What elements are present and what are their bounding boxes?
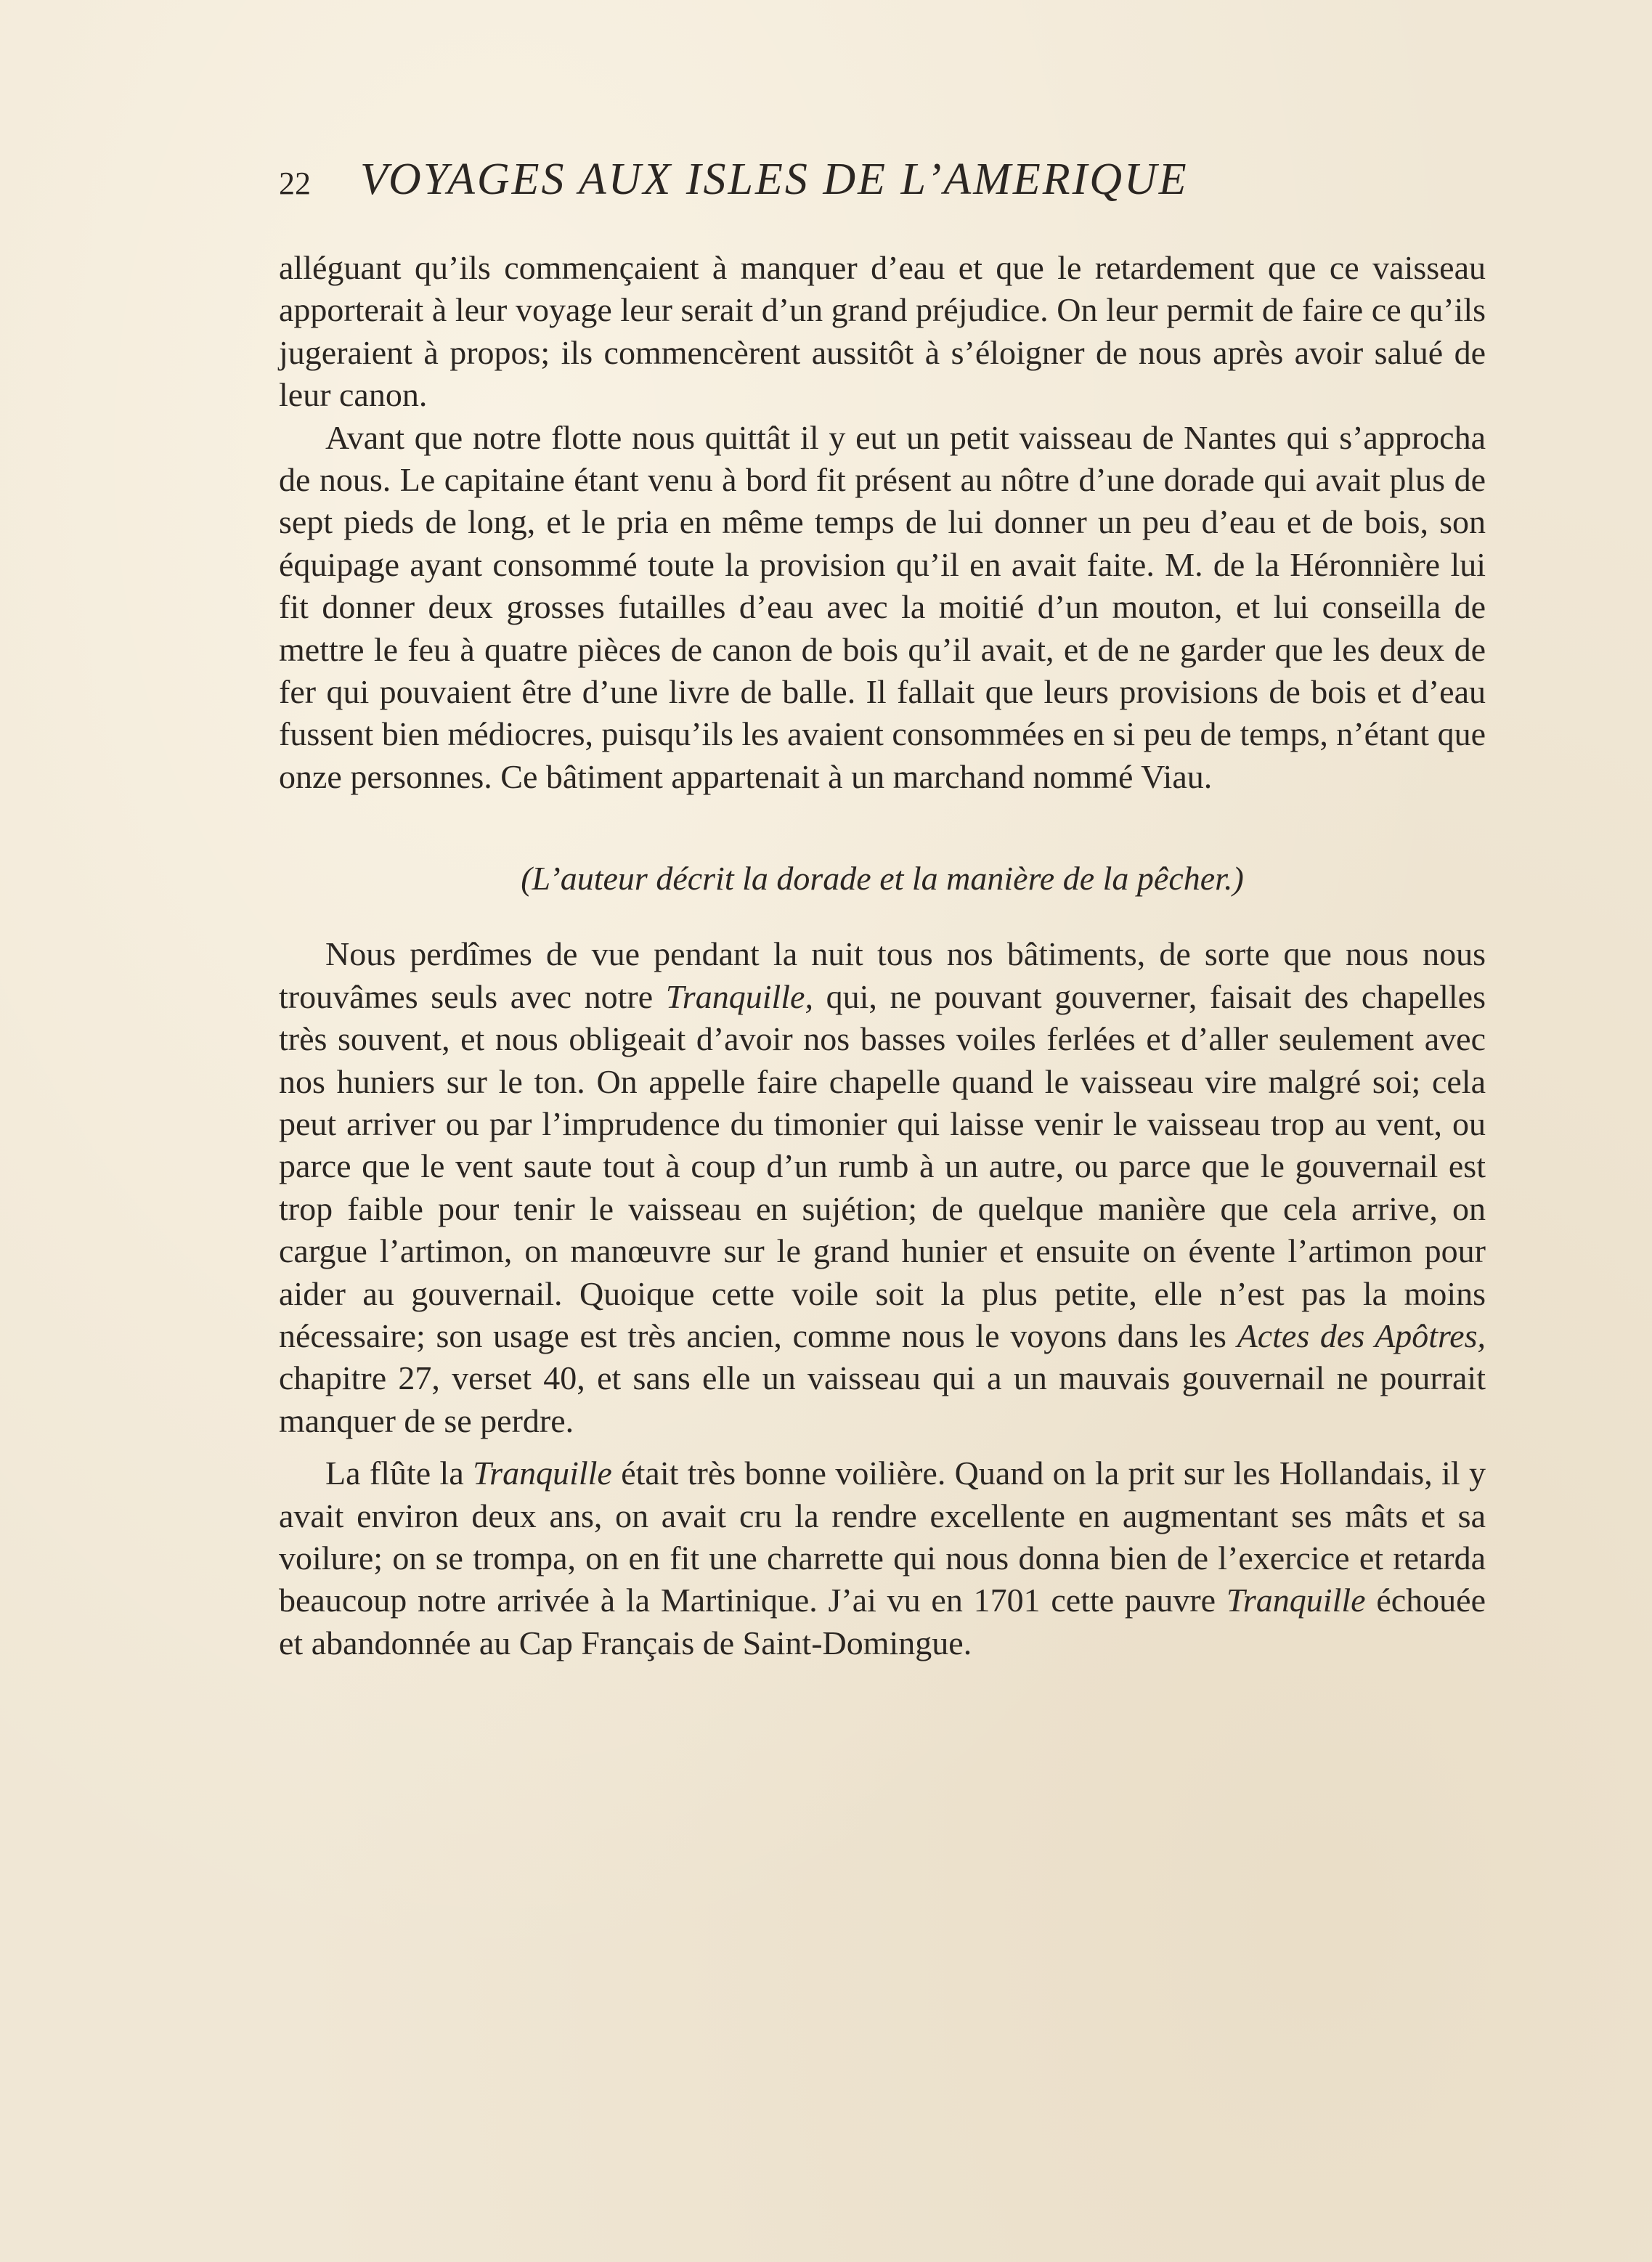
ship-name-italic: Tranquille [473, 1455, 612, 1492]
page-number: 22 [279, 166, 311, 201]
ship-name-italic: Tranquille [1226, 1582, 1366, 1619]
body-text [279, 247, 1486, 1664]
paragraph-4-text-c: échouée et abandonnée au Cap Français de Saint-Domingue. [279, 1582, 1486, 1661]
paragraph-4 [279, 1452, 1486, 1664]
paragraph-3 [279, 933, 1486, 1442]
paragraph-1: alléguant qu’ils commençaient à manquer d’eau et que le retardement que ce vaisseau apporterait à leur voyage leur serait d’un grand préjudice. On leur permit de faire ce qu’ils jugeraient à propos; ils commencèrent aussitôt à s’éloigner de nous après avoir salué de leur canon. [279, 249, 1486, 414]
section-subheading: (L’auteur décrit la dorade et la manière de la pêcher.) [521, 860, 1244, 898]
ship-name-italic: Tranquille, [665, 977, 813, 1015]
book-title-italic: Actes des Apôtres, [1237, 1317, 1486, 1354]
paragraph-3-text-c: chapitre 27, verset 40, et sans elle un vaisseau qui a un mauvais gouvernail ne pourrait manquer de se perdre. [279, 1359, 1486, 1439]
paragraph-4-text-a: La flûte la [325, 1455, 473, 1492]
running-title: VOYAGES AUX ISLES DE L’AMERIQUE [360, 155, 1189, 204]
paragraph-3-text-a: Nous perdîmes de vue pendant la nuit tous nos bâtiments, de sorte que nous nous trouvâmes seuls avec notre [279, 935, 1486, 1015]
page-header [279, 154, 1499, 212]
paragraph-4-text-b: était très bonne voilière. Quand on la prit sur les Hollandais, il y avait environ deux ans, on avait cru la rendre excellente en augmentant ses mâts et sa voilure; on se trompa, on en fit une charrette qui nous donna bien de l’exercice et retarda beaucoup notre arrivée à la Martinique. J’ai vu en 1701 cette pauvre [279, 1455, 1486, 1619]
paragraph-2: Avant que notre flotte nous quittât il y eut un petit vaisseau de Nantes qui s’approcha de nous. Le capitaine étant venu à bord fit présent au nôtre d’une dorade qui avait plus de sept pieds de long, et le pria en même temps de lui donner un peu d’eau et de bois, son équipage ayant consommé toute la provision qu’il en avait faite. M. de la Héronnière lui fit donner deux grosses futailles d’eau avec la moitié d’un mouton, et lui conseilla de mettre le feu à quatre pièces de canon de bois qu’il avait, et de ne garder que les deux de fer qui pouvaient être d’une livre de balle. Il fallait que leurs provisions de bois et d’eau fussent bien médiocres, puisqu’ils les avaient consommées en si peu de temps, n’étant que onze personnes. Ce bâtiment appartenait à un marchand nommé Viau. [279, 418, 1486, 795]
paragraph-3-text-b: qui, ne pouvant gouverner, faisait des chapelles très souvent, et nous obligeait d’avoir nos basses voiles ferlées et d’aller seulement avec nos huniers sur le ton. On appelle faire chapelle quand le vaisseau vire malgré soi; cela peut arriver ou par l’imprudence du timonier qui laisse venir le vaisseau trop au vent, ou parce que le vent saute tout à coup d’un rumb à un autre, ou parce que le gouvernail est trop faible pour tenir le vaisseau en sujétion; de quelque manière que cela arrive, on cargue l’artimon, on manœuvre sur le grand hunier et ensuite on évente l’artimon pour aider au gouvernail. Quoique cette voile soit la plus petite, elle n’est pas la moins nécessaire; son usage est très ancien, comme nous le voyons dans les [279, 977, 1486, 1354]
